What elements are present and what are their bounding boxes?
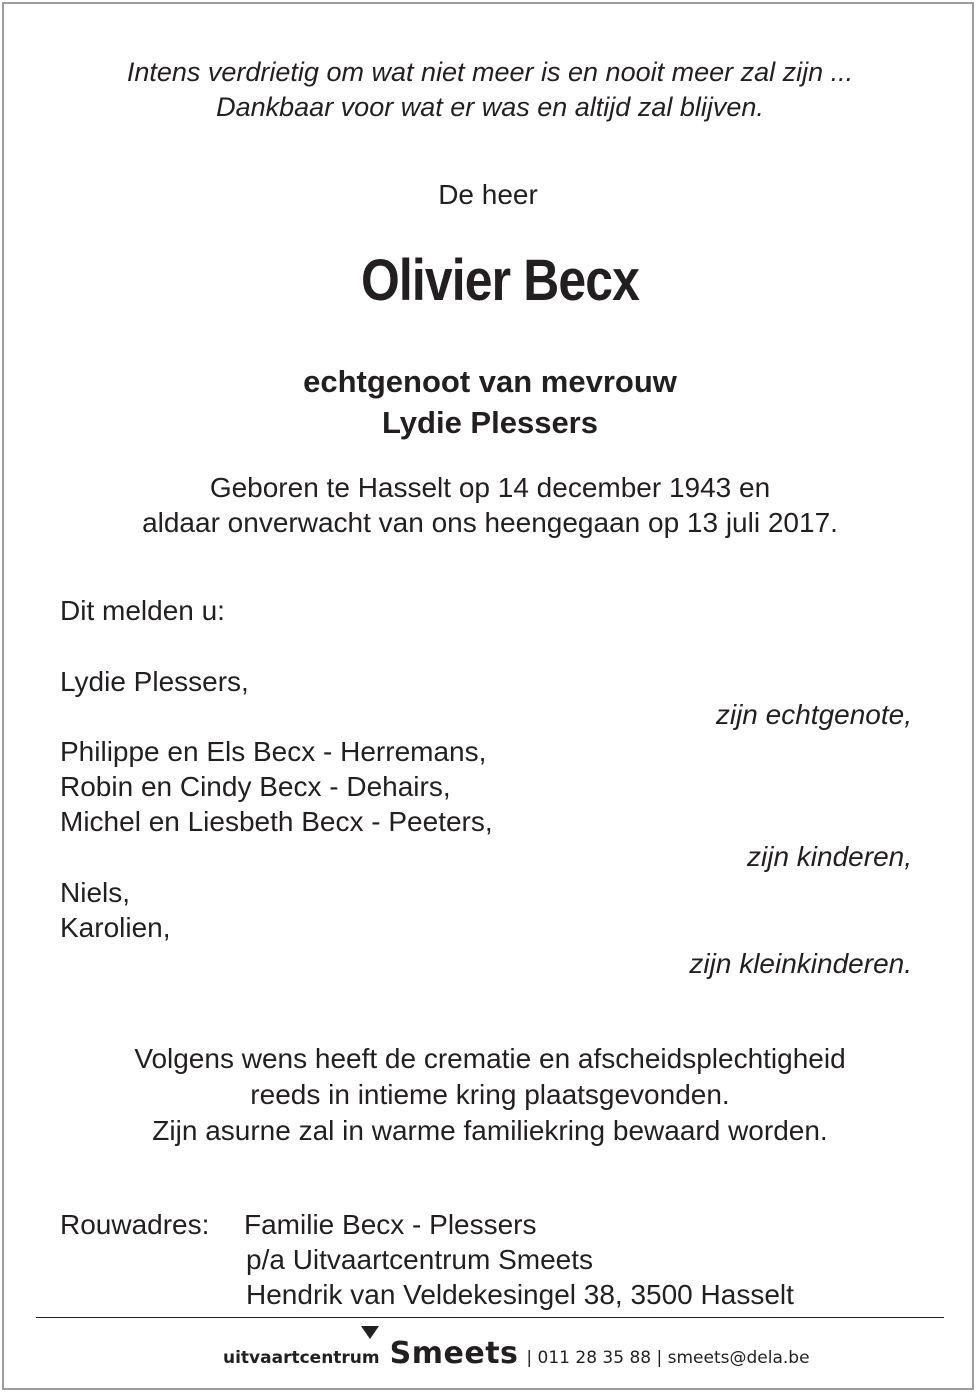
family-name-child-1: Philippe en Els Becx - Herremans,	[60, 736, 487, 767]
family-name-grandchild-1: Niels,	[60, 877, 131, 908]
motto-line-2: Dankbaar voor wat er was en altijd zal blijven.	[216, 92, 764, 122]
footer-contact: | 011 28 35 88 | smeets@dela.be	[526, 1348, 810, 1368]
family-name-grandchild-2: Karolien,	[60, 912, 171, 943]
family-name-child-3: Michel en Liesbeth Becx - Peeters,	[60, 806, 493, 837]
ceremony-line-3: Zijn asurne zal in warme familiekring bewaard worden.	[152, 1115, 828, 1146]
ceremony-line-2: reeds in intieme kring plaatsgevonden.	[250, 1079, 730, 1110]
address-line-2: p/a Uitvaartcentrum Smeets	[246, 1244, 594, 1275]
announcers-intro: Dit melden u:	[60, 595, 225, 626]
death-line-2: aldaar onverwacht van ons heengegaan op 13 juli 2017.	[142, 507, 838, 538]
footer-divider	[36, 1317, 944, 1318]
footer-logo	[223, 1336, 810, 1371]
deceased-name: Olivier Becx	[360, 248, 640, 313]
relation-grandchildren: zijn kleinkinderen.	[689, 948, 912, 979]
motto-line-1: Intens verdrietig om wat niet meer is en nooit meer zal zijn ...	[126, 57, 854, 87]
spouse-line-1: echtgenoot van mevrouw	[303, 364, 677, 399]
birth-line-1: Geboren te Hasselt op 14 december 1943 en	[209, 472, 771, 503]
address-label: Rouwadres:	[60, 1209, 210, 1240]
relation-children: zijn kinderen,	[747, 841, 912, 872]
honorific: De heer	[438, 179, 538, 210]
address-line-1: Familie Becx - Plessers	[244, 1209, 537, 1240]
relation-spouse: zijn echtgenote,	[715, 699, 912, 730]
spouse-line-2: Lydie Plessers	[382, 405, 598, 440]
family-name-child-2: Robin en Cindy Becx - Dehairs,	[60, 771, 451, 802]
footer-brand: Smeets	[389, 1336, 519, 1371]
address-line-3: Hendrik van Veldekesingel 38, 3500 Hasselt	[246, 1279, 794, 1310]
ceremony-line-1: Volgens wens heeft de crematie en afscheidsplechtigheid	[134, 1043, 846, 1074]
family-name-spouse: Lydie Plessers,	[60, 666, 249, 697]
footer-prefix: uitvaartcentrum	[223, 1348, 380, 1368]
